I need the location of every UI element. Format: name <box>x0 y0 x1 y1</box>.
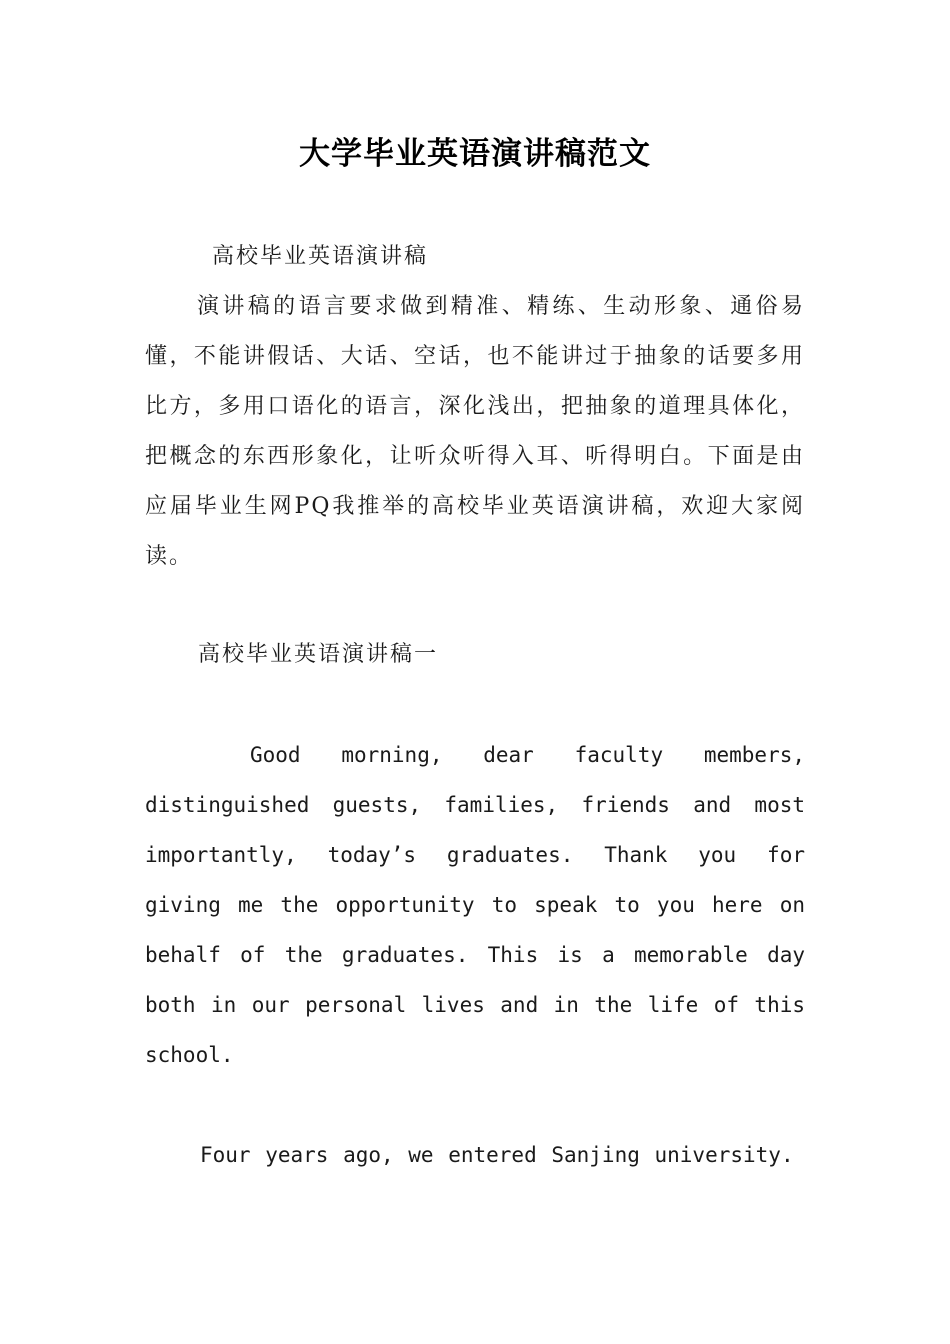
document-title: 大学毕业英语演讲稿范文 <box>299 136 651 172</box>
intro-paragraph: 演讲稿的语言要求做到精准、精练、生动形象、通俗易懂，不能讲假话、大话、空话，也不能讲过于抽象的话要多用比方，多用口语化的语言，深化浅出，把抽象的道理具体化，把概念的东西形象化，让听众听得入耳、听得明白。下面是由应届毕业生网PQ我推举的高校毕业英语演讲稿，欢迎大家阅读。 <box>145 294 805 569</box>
section-heading: 高校毕业英语演讲稿一 <box>198 642 439 667</box>
document-subtitle: 高校毕业英语演讲稿 <box>212 244 429 269</box>
speech-paragraph-1: Good morning, dear faculty members, distinguished guests, families, friends and most importantly, today’s graduates. Thank you for giving me the opportunity to speak to you here on behalf of the graduates. This is a memorable day both in our personal lives and in the life of this school. <box>145 743 805 1067</box>
speech-paragraph-2: Four years ago, we entered Sanjing university. <box>200 1143 794 1167</box>
